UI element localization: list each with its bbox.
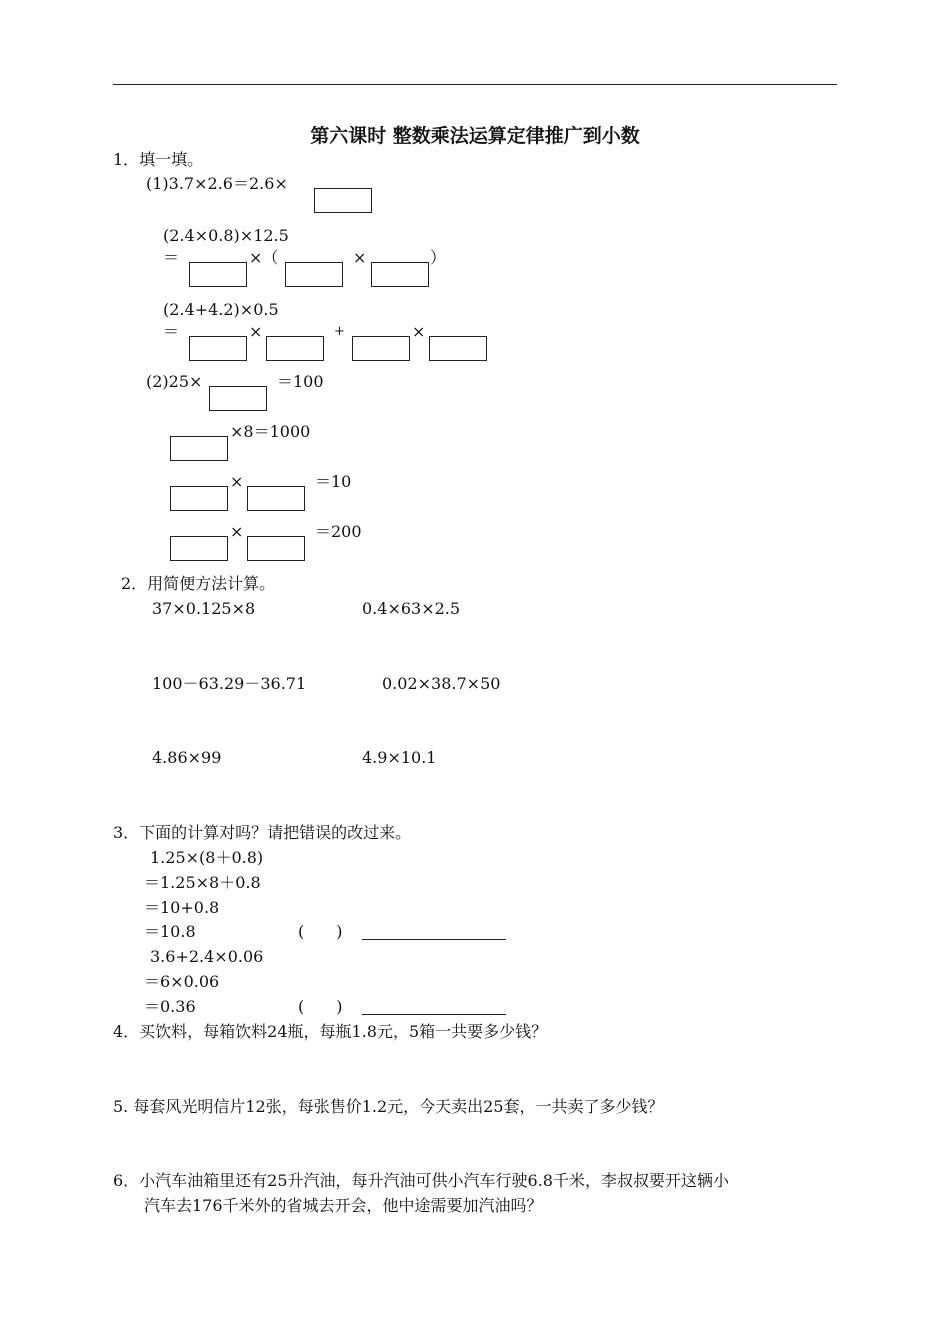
q1-row2-eq: ＝ (163, 248, 180, 267)
q2-item: 4.86×99 (152, 748, 222, 767)
answer-box[interactable] (189, 336, 247, 361)
answer-box[interactable] (371, 262, 429, 287)
answer-box[interactable] (189, 262, 247, 287)
q3-b-line: ＝0.36 (144, 997, 196, 1016)
q3-a-line: ＝1.25×8＋0.8 (144, 873, 261, 892)
judge-parens[interactable]: ( ) (298, 922, 343, 941)
answer-box[interactable] (170, 436, 228, 461)
answer-box[interactable] (247, 486, 305, 511)
q2-heading: 2．用简便方法计算。 (121, 574, 276, 593)
q2-item: 4.9×10.1 (362, 748, 437, 767)
q3-a-line: ＝10+0.8 (144, 898, 220, 917)
q6-text-line2: 汽车去176千米外的省城去开会，他中途需要加汽油吗？ (144, 1196, 543, 1215)
q4-text: 4．买饮料，每箱饮料24瓶，每瓶1.8元，5箱一共要多少钱？ (113, 1022, 548, 1041)
q1-row2-times: × (353, 248, 367, 267)
q1-row3-times1: × (249, 322, 263, 341)
answer-box[interactable] (266, 336, 324, 361)
q1-row3-plus: + (334, 324, 345, 339)
answer-box[interactable] (209, 386, 267, 411)
correction-line[interactable] (362, 939, 506, 940)
q2-item: 100－63.29－36.71 (152, 674, 307, 693)
q2-item: 0.4×63×2.5 (362, 599, 461, 618)
q1-row7-times: × (230, 522, 244, 541)
page-title: 第六课时 整数乘法运算定律推广到小数 (310, 125, 640, 147)
header-rule (113, 84, 837, 85)
answer-box[interactable] (352, 336, 410, 361)
answer-box[interactable] (170, 486, 228, 511)
q1-row3-times2: × (412, 322, 426, 341)
q3-a-line: 1.25×(8＋0.8) (150, 848, 264, 867)
q1-row6-times: × (230, 472, 244, 491)
answer-box[interactable] (429, 336, 487, 361)
q5-text: 5. 每套风光明信片12张，每张售价1.2元，今天卖出25套，一共卖了多少钱？ (113, 1097, 664, 1116)
q1-row2-close: ） (430, 248, 447, 267)
q6-text-line1: 6．小汽车油箱里还有25升汽油，每升汽油可供小汽车行驶6.8千米，李叔叔要开这辆小 (113, 1171, 729, 1190)
q2-item: 0.02×38.7×50 (382, 674, 501, 693)
answer-box[interactable] (314, 188, 372, 213)
q3-b-line: ＝6×0.06 (144, 972, 220, 991)
q1-row4-pre: (2)25× (146, 372, 203, 391)
q1-row4-post: ＝100 (277, 372, 324, 391)
q1-row3-expr: (2.4+4.2)×0.5 (163, 300, 279, 319)
correction-line[interactable] (362, 1014, 506, 1015)
q1-row1-text: (1)3.7×2.6＝2.6× (146, 174, 288, 193)
answer-box[interactable] (170, 536, 228, 561)
answer-box[interactable] (285, 262, 343, 287)
q3-a-line: ＝10.8 (144, 922, 196, 941)
q3-heading: 3．下面的计算对吗？请把错误的改过来。 (113, 823, 412, 842)
answer-box[interactable] (247, 536, 305, 561)
q1-row7-post: ＝200 (315, 522, 362, 541)
q1-heading: 1．填一填。 (113, 150, 204, 169)
q1-row2-expr: (2.4×0.8)×12.5 (163, 226, 289, 245)
q1-row2-times-open: ×（ (249, 248, 279, 267)
q2-item: 37×0.125×8 (152, 599, 256, 618)
q1-row6-post: ＝10 (315, 472, 352, 491)
q1-row5-post: ×8＝1000 (230, 422, 311, 441)
q1-row3-eq: ＝ (163, 322, 180, 341)
judge-parens[interactable]: ( ) (298, 997, 343, 1016)
q3-b-line: 3.6+2.4×0.06 (150, 947, 264, 966)
